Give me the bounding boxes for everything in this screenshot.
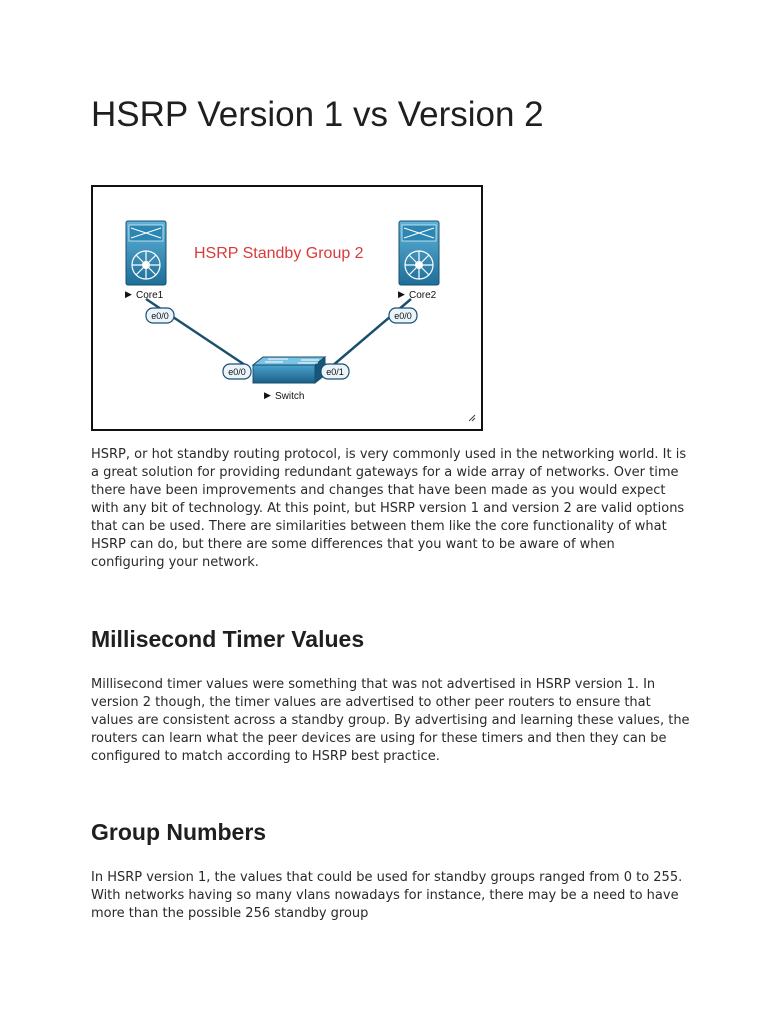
core2-play-icon: ▶ — [398, 289, 405, 299]
switch-label: Switch — [275, 391, 305, 402]
core1-port-badge — [146, 308, 174, 323]
core1-port-label: e0/0 — [151, 311, 169, 321]
access-switch-icon — [253, 357, 325, 383]
core2-label: Core2 — [409, 290, 437, 301]
core2-port-label: e0/0 — [394, 311, 412, 321]
intro-paragraph: HSRP, or hot standby routing protocol, is very commonly used in the networking world. It is a great solution for providing redundant gateways for a wide array of networks. Over time there have been improvements and changes that have been made as you would expect with any bit of technology. At this point, but HSRP version 1 and version 2 are valid options that can be used. There are similarities between them like the core functionality of what HSRP can do, but there are some differences that you want to be aware of when configuring your network. — [91, 447, 687, 570]
core2-switch-icon — [399, 221, 439, 285]
section-body-millisecond-timers: Millisecond timer values were something that was not advertised in HSRP version 1. In version 2 though, the timer values are advertised to other peer routers to ensure that values are consistent across a standby group. By advertising and learning these values, the routers can learn what the peer devices are using for these timers and then they can be configured to match according to HSRP best practice. — [91, 677, 690, 764]
core1-switch-icon — [126, 221, 166, 285]
page-title: HSRP Version 1 vs Version 2 — [91, 95, 544, 134]
resize-grip-icon — [469, 415, 475, 421]
switch-right-port-label: e0/1 — [326, 367, 344, 377]
section-body-group-numbers: In HSRP version 1, the values that could be used for standby groups ranged from 0 to 255. With networks having so many vlans nowadays for instance, there may be a need to have more than the possible 256 standby group — [91, 870, 683, 921]
topology-svg — [93, 187, 481, 429]
section-heading-millisecond-timers: Millisecond Timer Values — [91, 626, 365, 652]
switch-left-port-badge — [223, 364, 251, 379]
core2-port-badge — [389, 308, 417, 323]
switch-left-port-label: e0/0 — [228, 367, 246, 377]
switch-right-port-badge — [321, 364, 349, 379]
switch-play-icon: ▶ — [264, 390, 271, 400]
core1-play-icon: ▶ — [125, 289, 132, 299]
section-heading-group-numbers: Group Numbers — [91, 819, 267, 845]
hsrp-topology-diagram — [91, 185, 483, 431]
core1-label: Core1 — [136, 290, 164, 301]
standby-group-caption: HSRP Standby Group 2 — [194, 245, 364, 262]
